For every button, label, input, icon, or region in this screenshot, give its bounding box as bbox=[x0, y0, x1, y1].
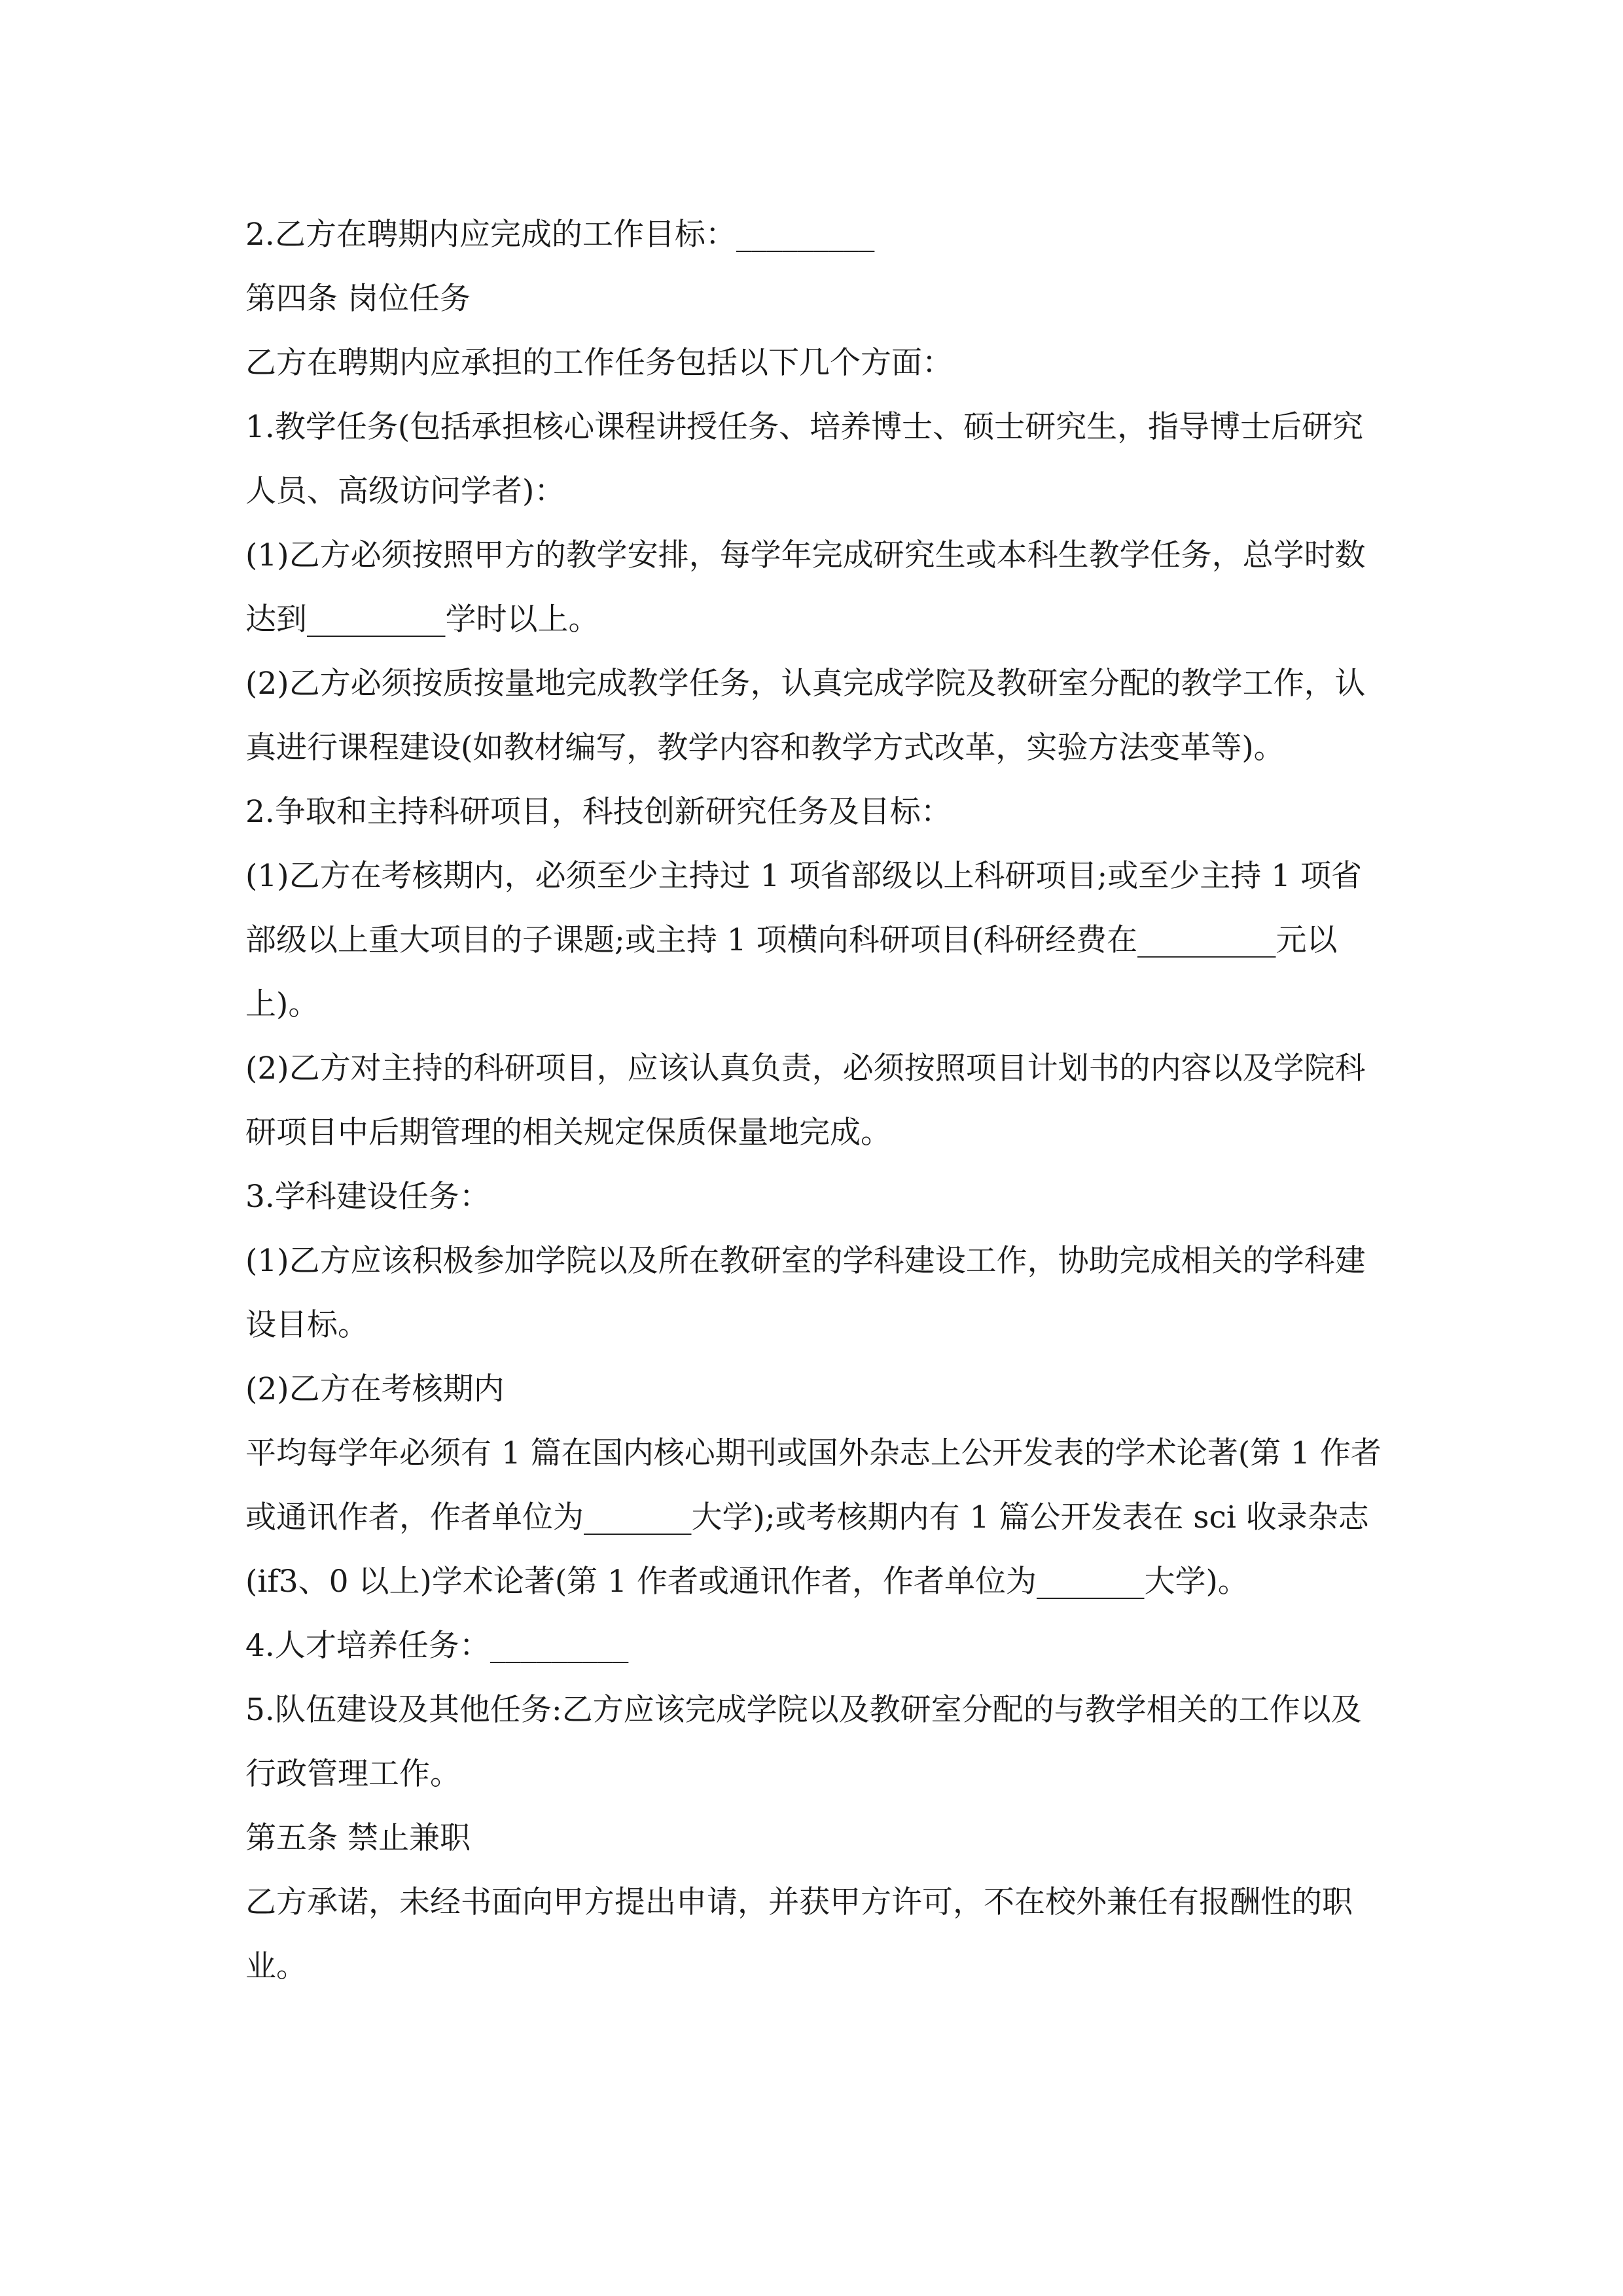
publication-requirement: 平均每学年必须有 1 篇在国内核心期刊或国外杂志上公开发表的学术论著(第 1 作者或通讯作者，作者单位为_______大学);或考核期内有 1 篇公开发表在 sci 收录杂志(if3、0 以上)学术论著(第 1 作者或通讯作者，作者单位为_______大学)。 bbox=[245, 1435, 1382, 1600]
assessment-period-clause: (2)乙方在考核期内 bbox=[245, 1371, 505, 1407]
team-building-clause: 5.队伍建设及其他任务:乙方应该完成学院以及教研室分配的与教学相关的工作以及行政管理工作。 bbox=[245, 1692, 1362, 1792]
teaching-hours-clause: (1)乙方必须按照甲方的教学安排，每学年完成研究生或本科生教学任务，总学时数达到_________学时以上。 bbox=[245, 537, 1366, 637]
research-task: 2.争取和主持科研项目，科技创新研究任务及目标： bbox=[245, 794, 952, 830]
teaching-quality-clause: (2)乙方必须按质按量地完成教学任务，认真完成学院及教研室分配的教学工作，认真进行课程建设(如教材编写，教学内容和教学方式改革，实验方法变革等)。 bbox=[245, 666, 1366, 766]
teaching-task: 1.教学任务(包括承担核心课程讲授任务、培养博士、硕士研究生，指导博士后研究人员、高级访问学者)： bbox=[245, 409, 1364, 509]
discipline-task: 3.学科建设任务： bbox=[245, 1179, 490, 1215]
document-body bbox=[245, 203, 1384, 1999]
work-goal-line: 2.乙方在聘期内应完成的工作目标：_________ bbox=[245, 217, 875, 253]
duty-intro: 乙方在聘期内应承担的工作任务包括以下几个方面： bbox=[245, 345, 953, 381]
no-side-job-clause: 乙方承诺，未经书面向甲方提出申请，并获甲方许可，不在校外兼任有报酬性的职业。 bbox=[245, 1884, 1353, 1984]
discipline-participation-clause: (1)乙方应该积极参加学院以及所在教研室的学科建设工作，协助完成相关的学科建设目标。 bbox=[245, 1243, 1366, 1343]
article-4-heading: 第四条 岗位任务 bbox=[245, 281, 471, 317]
research-project-clause: (1)乙方在考核期内，必须至少主持过 1 项省部级以上科研项目;或至少主持 1 项省部级以上重大项目的子课题;或主持 1 项横向科研项目(科研经费在_________元以上)。 bbox=[245, 858, 1362, 1022]
research-responsibility-clause: (2)乙方对主持的科研项目，应该认真负责，必须按照项目计划书的内容以及学院科研项目中后期管理的相关规定保质保量地完成。 bbox=[245, 1050, 1366, 1151]
talent-training-line: 4.人才培养任务：_________ bbox=[245, 1628, 629, 1664]
article-5-heading: 第五条 禁止兼职 bbox=[245, 1820, 471, 1856]
